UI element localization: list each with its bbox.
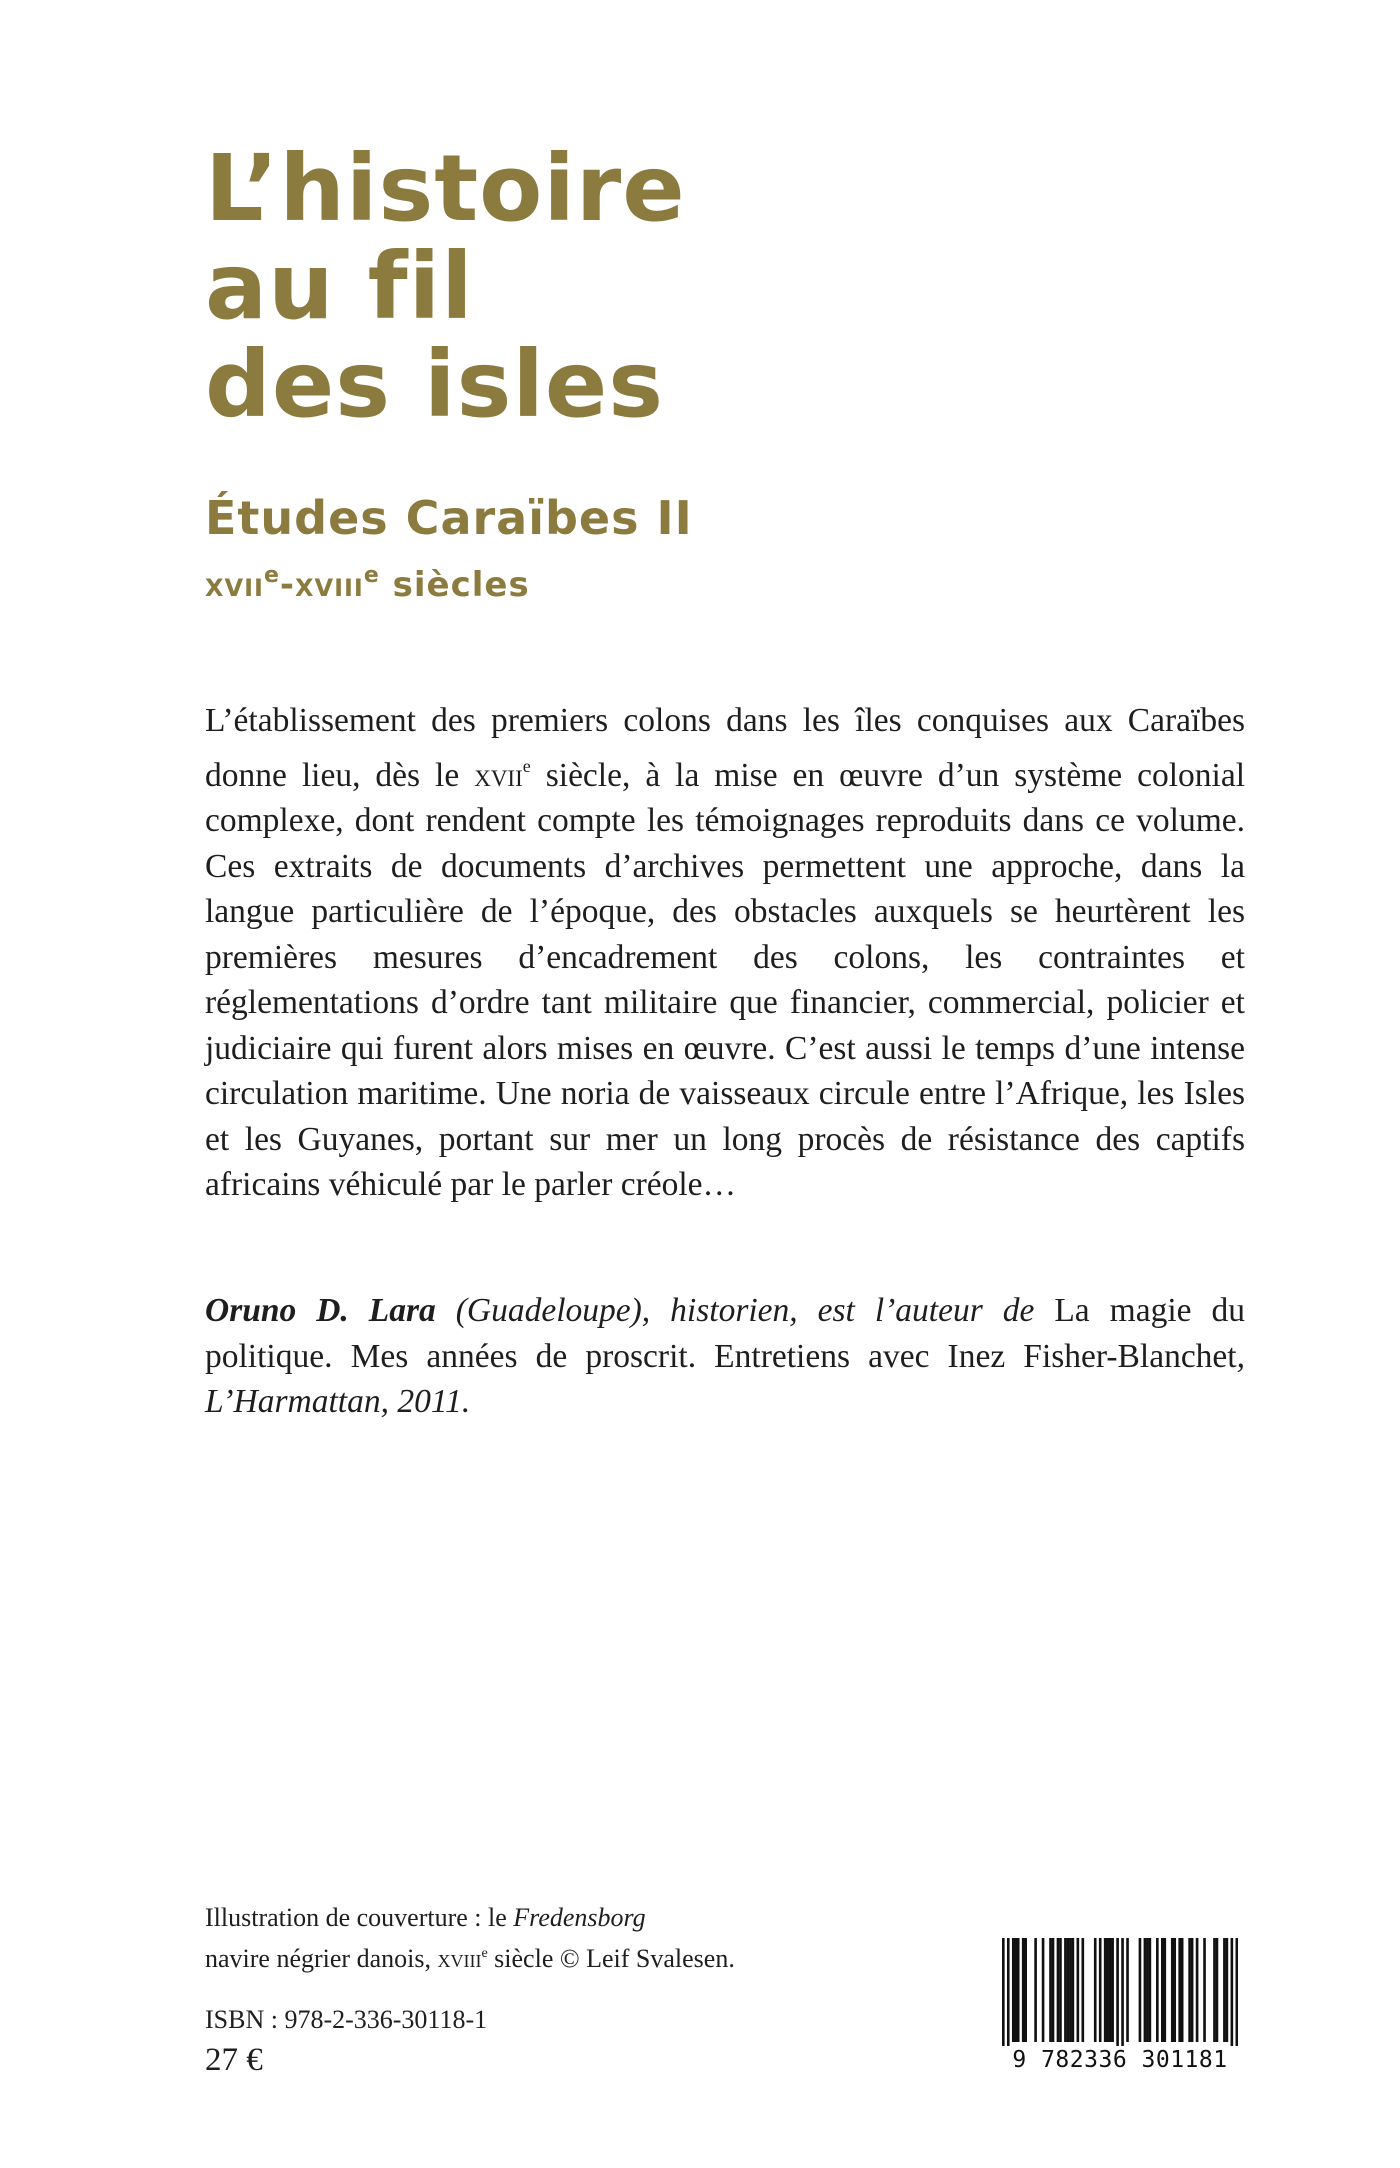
author-bio-text: (Guadeloupe), historien, est l’auteur de	[435, 1292, 1055, 1329]
barcode-bar	[1014, 1938, 1017, 2042]
barcode-bar	[1072, 1938, 1075, 2042]
barcode-bar	[1007, 1938, 1010, 2046]
barcode-bar	[1042, 1938, 1045, 2042]
barcode-bar	[1188, 1938, 1191, 2042]
blurb-century-suffix: e	[522, 755, 531, 776]
barcode	[1002, 1938, 1238, 2076]
barcode-bar	[1126, 1938, 1129, 2042]
barcode-bar	[1139, 1938, 1142, 2042]
author-publisher: , L’Harmattan, 2011.	[205, 1337, 1245, 1420]
credit-century-suffix: e	[481, 1946, 488, 1961]
century-end: xviii	[294, 565, 364, 605]
barcode-bar	[1226, 1938, 1229, 2042]
barcode-bar	[1144, 1938, 1147, 2042]
barcode-bar	[1069, 1938, 1072, 2042]
barcode-bar	[1181, 1938, 1184, 2042]
barcode-bar	[1111, 1938, 1114, 2042]
barcode-bar	[1017, 1938, 1020, 2042]
credit-prefix: Illustration de couverture : le	[205, 1903, 514, 1932]
barcode-bar	[1081, 1938, 1084, 2042]
author-book-title: La magie du politique. Mes années de proscrit. Entretiens avec Inez Fisher-Blanchet	[205, 1292, 1245, 1375]
barcode-bar	[1191, 1938, 1194, 2042]
isbn: ISBN : 978-2-336-30118-1	[205, 2005, 488, 2034]
cover-illustration-credit	[205, 1900, 735, 1977]
barcode-digits: 9 782336 301181	[1012, 2047, 1228, 2073]
blurb-text-2: siècle, à la mise en œuvre d’un système colonial complexe, dont rendent compte les témoignages reproduits dans ce volume. Ces extraits de documents d’archives permettent une approche, dans la langue particulière de l’époque, des obstacles auxquels se heurtèrent les premières mesures d’encadrement des colons, les contraintes et réglementations d’ordre tant militaire que financier, commercial, policier et judiciaire qui furent alors mises en œuvre. C’est aussi le temps d’une intense circulation maritime. Une noria de vaisseaux circule entre l’Afrique, les Isles et les Guyanes, portant sur mer un long procès de résistance des captifs africains véhiculé par le parler créole…	[205, 756, 1246, 1203]
title-line-1: L’histoire	[205, 135, 686, 242]
credit-line-2-start: navire négrier danois,	[205, 1944, 438, 1973]
author-bio	[205, 1288, 1245, 1425]
barcode-bar	[1052, 1938, 1055, 2042]
title-line-2: au fil	[205, 233, 474, 340]
barcode-bar	[1171, 1938, 1174, 2042]
barcode-bar	[1173, 1938, 1176, 2042]
credit-ship-name: Fredensborg	[513, 1903, 646, 1932]
barcode-bar	[1223, 1938, 1226, 2042]
century-end-suffix: e	[363, 563, 380, 588]
barcode-bar	[1161, 1938, 1164, 2042]
barcode-bar	[1178, 1938, 1181, 2042]
barcode-bar	[1149, 1938, 1152, 2042]
century-start-suffix: e	[263, 563, 280, 588]
barcode-bar	[1213, 1938, 1216, 2042]
barcode-bar	[1022, 1938, 1025, 2042]
barcode-bar	[1012, 1938, 1015, 2042]
century-start: xvii	[205, 565, 264, 605]
author-name: Oruno D. Lara	[205, 1292, 436, 1329]
barcode-bar	[1196, 1938, 1199, 2042]
barcode-bar	[1077, 1938, 1080, 2042]
barcode-bar	[1059, 1938, 1062, 2042]
barcode-bar	[1104, 1938, 1107, 2042]
barcode-bar	[1203, 1938, 1206, 2042]
barcode-bar	[1156, 1938, 1159, 2042]
title-line-3: des isles	[205, 331, 665, 438]
barcode-bar	[1116, 1938, 1119, 2046]
barcode-bar	[1146, 1938, 1149, 2042]
credit-line-1	[205, 1900, 735, 1936]
barcode-bar	[1121, 1938, 1124, 2046]
barcode-bar	[1057, 1938, 1060, 2042]
barcode-bar	[1231, 1938, 1234, 2046]
credit-line-2-end: siècle © Leif Svalesen.	[487, 1944, 735, 1973]
centuries-label: siècles	[379, 565, 530, 605]
blurb-century: xvii	[474, 756, 523, 794]
barcode-bar	[1064, 1938, 1067, 2042]
barcode-bars	[1002, 1938, 1238, 2048]
barcode-bar	[1094, 1938, 1097, 2042]
barcode-bar	[1049, 1938, 1052, 2042]
credit-line-2	[205, 1936, 735, 1977]
back-cover-blurb	[205, 698, 1245, 1208]
price: 27 €	[205, 2042, 263, 2078]
book-title	[205, 135, 686, 438]
credit-century: xviii	[437, 1944, 482, 1973]
barcode-bar	[1106, 1938, 1109, 2042]
barcode-bar	[1099, 1938, 1102, 2042]
barcode-bar	[1109, 1938, 1112, 2042]
barcode-bar	[1163, 1938, 1166, 2042]
barcode-bar	[1034, 1938, 1037, 2042]
barcode-bar	[1002, 1938, 1005, 2046]
series-subtitle: Études Caraïbes II	[205, 491, 693, 545]
century-separator: -	[279, 565, 295, 605]
barcode-bar	[1024, 1938, 1027, 2042]
barcode-bar	[1236, 1938, 1238, 2046]
barcode-bar	[1216, 1938, 1219, 2042]
blurb-text-1: L’établissement des premiers colons dans les îles conquises aux Caraïbes donne lieu, dès le	[205, 702, 1245, 794]
centuries-range	[205, 556, 530, 605]
barcode-bar	[1067, 1938, 1070, 2042]
